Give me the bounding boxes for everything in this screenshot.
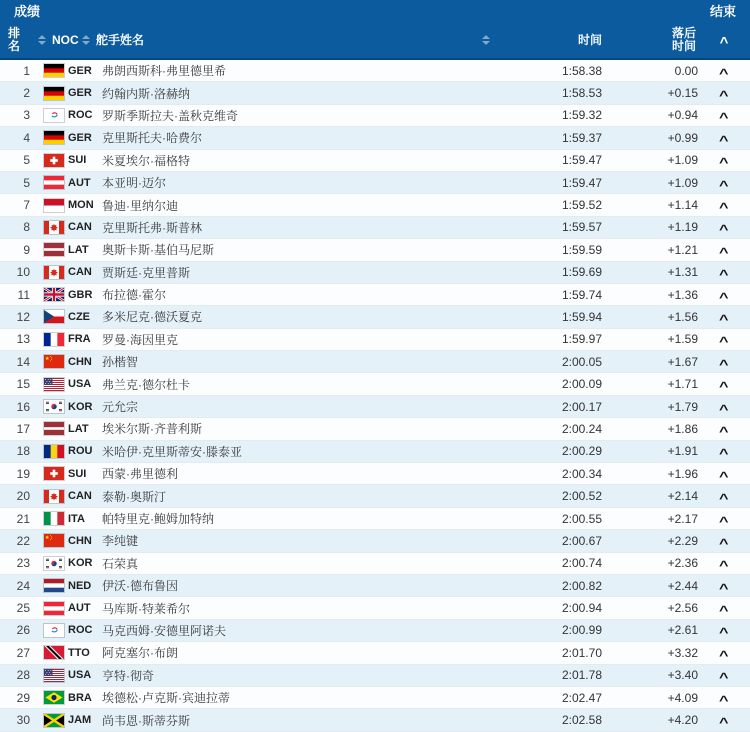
- rank-cell: 16: [16, 399, 30, 414]
- behind-time-cell: +4.20: [667, 713, 698, 728]
- noc-code: SUI: [68, 467, 87, 480]
- behind-time-cell: +3.40: [667, 668, 698, 683]
- expand-toggle[interactable]: [698, 621, 750, 639]
- table-row[interactable]: [0, 485, 750, 507]
- table-row[interactable]: [0, 306, 750, 328]
- time-cell: 1:59.74: [561, 287, 602, 302]
- expand-toggle[interactable]: [698, 129, 750, 147]
- flag-tto-icon: [44, 646, 64, 659]
- behind-time-cell: +2.29: [667, 533, 698, 548]
- status-finished-label: 结束: [709, 4, 736, 19]
- sort-icon[interactable]: [82, 35, 90, 45]
- chevron-up-icon: ^: [719, 513, 729, 529]
- noc-code: CHN: [68, 355, 92, 368]
- table-row[interactable]: [0, 217, 750, 239]
- table-row[interactable]: [0, 508, 750, 530]
- rank-cell: 15: [16, 377, 30, 392]
- chevron-up-icon: ^: [719, 65, 729, 81]
- pilot-name: 罗斯季斯拉夫·盖秋克维奇: [102, 108, 238, 123]
- behind-time-cell: +1.96: [667, 466, 698, 481]
- rank-cell: 2: [23, 86, 30, 101]
- chevron-up-icon: ^: [719, 535, 729, 551]
- time-cell: 2:00.82: [561, 578, 602, 593]
- behind-time-cell: +1.09: [667, 153, 698, 168]
- chevron-up-icon: ^: [719, 244, 729, 260]
- flag-aut-icon: [44, 602, 64, 615]
- time-cell: 2:00.09: [561, 377, 602, 392]
- behind-time-cell: +1.36: [667, 287, 698, 302]
- behind-time-cell: +1.56: [667, 309, 698, 324]
- flag-jam-icon: [44, 714, 64, 727]
- header-noc[interactable]: NOC: [52, 32, 79, 47]
- rank-cell: 14: [16, 354, 30, 369]
- pilot-name: 奥斯卡斯·基伯马尼斯: [102, 243, 214, 258]
- time-cell: 1:59.94: [561, 309, 602, 324]
- rank-cell: 1: [23, 63, 30, 78]
- rank-cell: 25: [16, 601, 30, 616]
- pilot-name: 伊沃·德布鲁因: [102, 579, 178, 594]
- time-cell: 2:01.78: [561, 668, 602, 683]
- noc-code: CZE: [68, 310, 90, 323]
- expand-toggle[interactable]: [698, 442, 750, 460]
- table-row[interactable]: [0, 620, 750, 642]
- time-cell: 1:59.37: [561, 130, 602, 145]
- header-rank[interactable]: 排名: [8, 25, 21, 53]
- rank-cell: 12: [16, 309, 30, 324]
- flag-cze-icon: [44, 310, 64, 323]
- behind-time-cell: +1.59: [667, 332, 698, 347]
- noc-code: ROC: [68, 624, 93, 637]
- rank-cell: 10: [16, 265, 30, 280]
- flag-fra-icon: [44, 333, 64, 346]
- table-row[interactable]: [0, 709, 750, 731]
- rank-cell: 27: [16, 645, 30, 660]
- table-row[interactable]: [0, 373, 750, 395]
- pilot-name: 多米尼克·德沃夏克: [102, 310, 202, 325]
- title-bar: [0, 0, 750, 21]
- flag-sui-icon: [44, 467, 64, 480]
- expand-toggle[interactable]: [698, 218, 750, 236]
- rank-cell: 3: [23, 108, 30, 123]
- chevron-up-icon: ^: [719, 423, 729, 439]
- flag-roc-icon: [44, 624, 64, 637]
- time-cell: 1:59.59: [561, 242, 602, 257]
- noc-code: LAT: [68, 422, 89, 435]
- table-row[interactable]: [0, 239, 750, 261]
- time-cell: 2:01.70: [561, 645, 602, 660]
- table-row[interactable]: [0, 284, 750, 306]
- pilot-name: 石荣真: [102, 556, 139, 571]
- table-row[interactable]: [0, 150, 750, 172]
- noc-code: CAN: [68, 490, 92, 503]
- table-row[interactable]: [0, 597, 750, 619]
- pilot-name: 亨特·彻奇: [102, 668, 154, 683]
- triangle-up-icon: [82, 35, 90, 39]
- expand-toggle[interactable]: [698, 151, 750, 169]
- rank-cell: 21: [16, 511, 30, 526]
- sort-icon[interactable]: [38, 35, 46, 45]
- expand-toggle[interactable]: [698, 398, 750, 416]
- collapse-button[interactable]: [698, 31, 750, 49]
- time-cell: 1:59.57: [561, 220, 602, 235]
- chevron-up-icon: ^: [719, 401, 729, 417]
- header-pilot-name[interactable]: 舵手姓名: [96, 33, 145, 47]
- rank-cell: 9: [23, 242, 30, 257]
- table-row[interactable]: [0, 463, 750, 485]
- flag-aut-icon: [44, 176, 64, 189]
- header-behind-label: 落后时间: [672, 25, 697, 53]
- pilot-name: 本亚明·迈尔: [102, 176, 166, 191]
- triangle-up-icon: [482, 35, 490, 39]
- pilot-name: 埃米尔斯·齐普利斯: [102, 422, 202, 437]
- table-row[interactable]: [0, 665, 750, 687]
- chevron-up-icon: ^: [719, 222, 729, 238]
- flag-chn-icon: [44, 534, 64, 547]
- flag-can-icon: [44, 266, 64, 279]
- rank-cell: 29: [16, 690, 30, 705]
- table-row[interactable]: [0, 60, 750, 82]
- behind-time-cell: +0.99: [667, 130, 698, 145]
- flag-bra-icon: [44, 691, 64, 704]
- expand-toggle[interactable]: [698, 353, 750, 371]
- flag-roc-icon: [44, 109, 64, 122]
- time-cell: 2:00.29: [561, 444, 602, 459]
- noc-code: CAN: [68, 266, 92, 279]
- flag-rou-icon: [44, 445, 64, 458]
- expand-toggle[interactable]: [698, 174, 750, 192]
- flag-ger-icon: [44, 87, 64, 100]
- noc-code: ROC: [68, 109, 93, 122]
- time-cell: 2:00.52: [561, 489, 602, 504]
- rank-cell: 17: [16, 421, 30, 436]
- behind-time-cell: +3.32: [667, 645, 698, 660]
- table-row[interactable]: [0, 553, 750, 575]
- flag-kor-icon: [44, 557, 64, 570]
- expand-toggle[interactable]: [698, 375, 750, 393]
- rank-cell: 24: [16, 578, 30, 593]
- behind-time-cell: +1.67: [667, 354, 698, 369]
- expand-toggle[interactable]: [698, 196, 750, 214]
- pilot-name: 布拉德·霍尔: [102, 288, 166, 303]
- pilot-name: 米夏埃尔·福格特: [102, 153, 190, 168]
- pilot-name: 帕特里克·鲍姆加特纳: [102, 512, 214, 526]
- table-row[interactable]: [0, 441, 750, 463]
- chevron-up-icon: ^: [719, 468, 729, 484]
- flag-ned-icon: [44, 579, 64, 592]
- noc-code: CAN: [68, 221, 92, 234]
- flag-usa-icon: [44, 378, 64, 391]
- chevron-up-icon: ^: [719, 580, 729, 596]
- rank-cell: 23: [16, 556, 30, 571]
- pilot-name: 马克西姆·安德里阿诺夫: [102, 623, 226, 638]
- time-cell: 2:00.99: [561, 623, 602, 638]
- noc-code: MON: [68, 199, 94, 212]
- noc-code: FRA: [68, 333, 91, 346]
- pilot-name: 西蒙·弗里德利: [102, 467, 178, 482]
- behind-time-cell: 0.00: [674, 63, 698, 78]
- time-cell: 2:00.34: [561, 466, 602, 481]
- flag-ita-icon: [44, 512, 64, 525]
- chevron-up-icon: ^: [719, 132, 729, 148]
- chevron-up-icon: ^: [719, 715, 729, 731]
- pilot-name: 埃德松·卢克斯·宾迪拉蒂: [102, 691, 230, 706]
- table-row[interactable]: [0, 575, 750, 597]
- chevron-up-icon: ^: [719, 670, 729, 686]
- chevron-up-icon: ^: [719, 379, 729, 395]
- noc-code: USA: [68, 378, 92, 391]
- flag-kor-icon: [44, 400, 64, 413]
- noc-code: AUT: [68, 176, 91, 189]
- time-cell: 1:58.53: [561, 86, 602, 101]
- table-row[interactable]: [0, 418, 750, 440]
- noc-code: TTO: [68, 646, 90, 659]
- behind-time-cell: +1.71: [667, 377, 698, 392]
- time-cell: 1:59.32: [561, 108, 602, 123]
- expand-toggle[interactable]: [698, 577, 750, 595]
- rank-cell: 11: [17, 287, 30, 302]
- time-cell: 1:59.47: [561, 153, 602, 168]
- table-row[interactable]: [0, 351, 750, 373]
- behind-time-cell: +1.86: [667, 421, 698, 436]
- time-cell: 2:00.55: [561, 511, 602, 526]
- behind-time-cell: +2.61: [667, 623, 698, 638]
- expand-toggle[interactable]: [698, 711, 750, 729]
- chevron-up-icon: ^: [719, 289, 729, 305]
- rank-cell: 28: [16, 668, 30, 683]
- results-label: 成绩: [14, 4, 41, 19]
- noc-code: AUT: [68, 602, 91, 615]
- pilot-name: 克里斯托夫·哈费尔: [102, 131, 202, 146]
- header-time[interactable]: 时间: [577, 33, 602, 47]
- triangle-up-icon: [38, 35, 46, 39]
- chevron-up-icon: ^: [719, 155, 729, 171]
- table-row[interactable]: [0, 642, 750, 664]
- time-cell: 1:59.47: [561, 175, 602, 190]
- flag-sui-icon: [44, 154, 64, 167]
- sort-icon[interactable]: [482, 35, 490, 45]
- chevron-up-icon: ^: [719, 356, 729, 372]
- noc-code: SUI: [68, 154, 87, 167]
- chevron-up-icon: ^: [719, 177, 729, 193]
- behind-time-cell: +4.09: [667, 690, 698, 705]
- results-table: [0, 60, 750, 732]
- table-row[interactable]: [0, 262, 750, 284]
- chevron-up-icon: ^: [719, 334, 729, 350]
- expand-toggle[interactable]: [698, 62, 750, 80]
- flag-ger-icon: [44, 64, 64, 77]
- time-cell: 2:00.94: [561, 601, 602, 616]
- table-row[interactable]: [0, 127, 750, 149]
- rank-cell: 20: [16, 489, 30, 504]
- time-cell: 2:00.05: [561, 354, 602, 369]
- expand-toggle[interactable]: [698, 510, 750, 528]
- rank-cell: 4: [23, 130, 30, 145]
- noc-code: LAT: [68, 243, 89, 256]
- time-cell: 1:58.38: [561, 63, 602, 78]
- chevron-up-icon: ^: [719, 110, 729, 126]
- pilot-name: 约翰内斯·洛赫纳: [102, 86, 190, 101]
- flag-can-icon: [44, 221, 64, 234]
- behind-time-cell: +1.14: [667, 198, 698, 213]
- pilot-name: 阿克塞尔·布朗: [102, 646, 178, 661]
- table-row[interactable]: [0, 105, 750, 127]
- rank-cell: 26: [16, 623, 30, 638]
- chevron-up-icon: ^: [719, 692, 729, 708]
- flag-mon-icon: [44, 199, 64, 212]
- chevron-up-icon: ^: [719, 200, 729, 216]
- expand-toggle[interactable]: [698, 241, 750, 259]
- chevron-up-icon: ^: [719, 88, 729, 104]
- noc-code: NED: [68, 579, 92, 592]
- expand-toggle[interactable]: [698, 286, 750, 304]
- table-row[interactable]: [0, 687, 750, 709]
- expand-toggle[interactable]: [698, 689, 750, 707]
- expand-toggle[interactable]: [698, 84, 750, 102]
- chevron-up-icon: ^: [719, 311, 729, 327]
- behind-time-cell: +2.44: [667, 578, 698, 593]
- chevron-up-icon: ^: [719, 647, 729, 663]
- time-cell: 1:59.97: [561, 332, 602, 347]
- flag-usa-icon: [44, 669, 64, 682]
- pilot-name: 元允宗: [102, 400, 139, 415]
- behind-time-cell: +1.19: [667, 220, 698, 235]
- flag-lat-icon: [44, 243, 64, 256]
- time-cell: 2:00.24: [561, 421, 602, 436]
- time-cell: 2:02.58: [561, 713, 602, 728]
- pilot-name: 泰勒·奥斯汀: [102, 489, 166, 504]
- flag-can-icon: [44, 490, 64, 503]
- noc-code: GBR: [68, 288, 93, 301]
- expand-toggle[interactable]: [698, 106, 750, 124]
- behind-time-cell: +2.56: [667, 601, 698, 616]
- expand-toggle[interactable]: [698, 644, 750, 662]
- rank-cell: 8: [23, 220, 30, 235]
- behind-time-cell: +1.79: [667, 399, 698, 414]
- time-cell: 1:59.52: [561, 198, 602, 213]
- chevron-up-icon: ^: [719, 267, 729, 283]
- behind-time-cell: +1.09: [667, 175, 698, 190]
- chevron-up-icon: ^: [719, 33, 729, 51]
- noc-code: KOR: [68, 400, 93, 413]
- chevron-up-icon: ^: [719, 603, 729, 619]
- flag-lat-icon: [44, 422, 64, 435]
- noc-code: ROU: [68, 445, 93, 458]
- noc-code: CHN: [68, 534, 92, 547]
- expand-toggle[interactable]: [698, 487, 750, 505]
- chevron-up-icon: ^: [719, 558, 729, 574]
- behind-time-cell: +1.21: [667, 242, 698, 257]
- rank-cell: 13: [16, 332, 30, 347]
- chevron-up-icon: ^: [719, 491, 729, 507]
- rank-cell: 19: [16, 466, 30, 481]
- pilot-name: 马库斯·特莱希尔: [102, 601, 190, 616]
- noc-code: GER: [68, 131, 92, 144]
- behind-time-cell: +0.15: [667, 86, 698, 101]
- chevron-up-icon: ^: [719, 446, 729, 462]
- expand-toggle[interactable]: [698, 465, 750, 483]
- expand-toggle[interactable]: [698, 308, 750, 326]
- table-row[interactable]: [0, 530, 750, 552]
- noc-code: ITA: [68, 512, 85, 525]
- table-row[interactable]: [0, 329, 750, 351]
- flag-ger-icon: [44, 131, 64, 144]
- pilot-name: 罗曼·海因里克: [102, 332, 178, 347]
- rank-cell: 5: [23, 175, 30, 190]
- table-row[interactable]: [0, 396, 750, 418]
- behind-time-cell: +1.91: [667, 444, 698, 459]
- table-row[interactable]: [0, 172, 750, 194]
- pilot-name: 克里斯托弗·斯普林: [102, 220, 202, 235]
- rank-cell: 30: [16, 713, 30, 728]
- noc-code: BRA: [68, 691, 92, 704]
- rank-cell: 5: [23, 153, 30, 168]
- pilot-name: 李纯键: [102, 534, 139, 549]
- pilot-name: 尚韦恩·斯蒂芬斯: [102, 713, 190, 728]
- expand-toggle[interactable]: [698, 263, 750, 281]
- pilot-name: 鲁迪·里纳尔迪: [102, 198, 178, 213]
- triangle-down-icon: [82, 41, 90, 45]
- flag-gbr-icon: [44, 288, 64, 301]
- noc-code: USA: [68, 669, 92, 682]
- behind-time-cell: +0.94: [667, 108, 698, 123]
- triangle-down-icon: [482, 41, 490, 45]
- time-cell: 2:00.67: [561, 533, 602, 548]
- expand-toggle[interactable]: [698, 554, 750, 572]
- pilot-name: 弗兰克·德尔杜卡: [102, 377, 190, 392]
- triangle-down-icon: [38, 41, 46, 45]
- time-cell: 1:59.69: [561, 265, 602, 280]
- expand-toggle[interactable]: [698, 599, 750, 617]
- expand-toggle[interactable]: [698, 666, 750, 684]
- time-cell: 2:02.47: [561, 690, 602, 705]
- pilot-name: 米哈伊·克里斯蒂安·滕泰亚: [102, 444, 242, 459]
- pilot-name: 贾斯廷·克里普斯: [102, 265, 190, 280]
- table-header: [0, 21, 750, 60]
- behind-time-cell: +2.14: [667, 489, 698, 504]
- behind-time-cell: +2.36: [667, 556, 698, 571]
- time-cell: 2:00.74: [561, 556, 602, 571]
- chevron-up-icon: ^: [719, 625, 729, 641]
- behind-time-cell: +1.31: [667, 265, 698, 280]
- table-row[interactable]: [0, 194, 750, 216]
- expand-toggle[interactable]: [698, 420, 750, 438]
- flag-chn-icon: [44, 355, 64, 368]
- expand-toggle[interactable]: [698, 330, 750, 348]
- header-behind-time[interactable]: [602, 27, 698, 53]
- noc-code: GER: [68, 64, 92, 77]
- rank-cell: 18: [16, 444, 30, 459]
- noc-code: GER: [68, 87, 92, 100]
- table-row[interactable]: [0, 82, 750, 104]
- pilot-name: 孙楷智: [102, 355, 139, 370]
- rank-cell: 7: [23, 198, 30, 213]
- pilot-name: 弗朗西斯科·弗里德里希: [102, 64, 226, 79]
- behind-time-cell: +2.17: [667, 511, 698, 526]
- noc-code: JAM: [68, 714, 92, 727]
- rank-cell: 22: [16, 533, 30, 548]
- expand-toggle[interactable]: [698, 532, 750, 550]
- time-cell: 2:00.17: [561, 399, 602, 414]
- noc-code: KOR: [68, 557, 93, 570]
